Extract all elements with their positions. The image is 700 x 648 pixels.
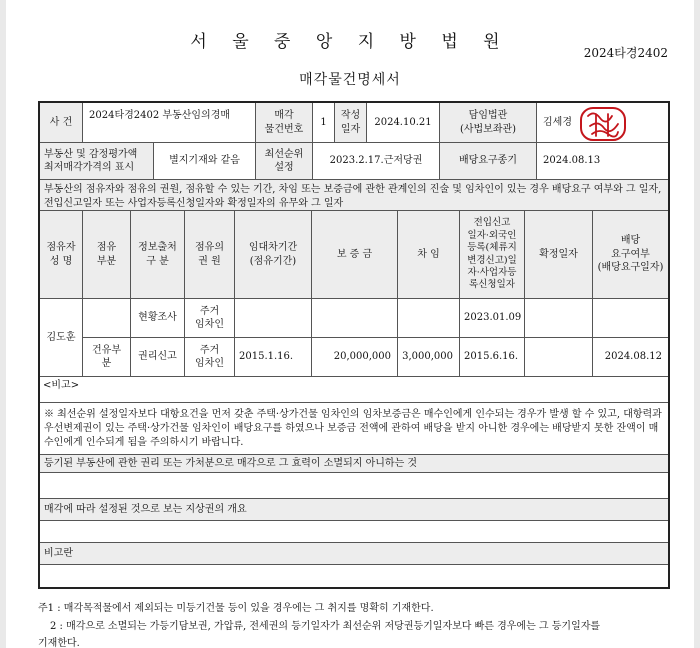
judge-name: 김세경 (537, 103, 668, 143)
table-cell: 주거 임차인 (185, 338, 235, 377)
priority-value: 2023.2.17.근저당권 (313, 143, 440, 180)
section-remarks-body (40, 565, 668, 587)
col-header-dividend: 배당 요구여부 (배당요구일자) (593, 211, 668, 299)
table-cell (312, 299, 398, 338)
table-cell: 현황조사 (131, 299, 185, 338)
footnote-2: 2 : 매각으로 소멸되는 가등기담보권, 가압류, 전세권의 등기일자가 최선순위 저당권등기일자보다 빠른 경우에는 그 등기일자를 (50, 621, 601, 632)
table-cell (398, 299, 460, 338)
table-cell: 권리신고 (131, 338, 185, 377)
col-header-part: 점유 부분 (83, 211, 131, 299)
section-rights-header: 등기된 부동산에 관한 권리 또는 가처분으로 매각으로 그 효력이 소멸되지 아니하는 것 (40, 455, 668, 473)
table-cell (525, 338, 593, 377)
table-cell: 20,000,000 (312, 338, 398, 377)
occupancy-notice: 부동산의 점유자와 점유의 권원, 점유할 수 있는 기간, 차임 또는 보증금에 관한 관계인의 진술 및 임차인이 있는 경우 배당요구 여부와 그 일자, 전입신고일자 또는 사업자등록신청일자와 확정일자의 유무와 그 일자 (40, 180, 668, 211)
section-rights-body (40, 473, 668, 499)
item-number-value: 1 (313, 103, 335, 143)
document-page (6, 0, 694, 648)
footnote-1: 주1 : 매각목적물에서 제외되는 미등기건물 등이 있을 경우에는 그 취지를 명확히 기재한다. (38, 603, 434, 614)
priority-label: 최선순위 설정 (256, 143, 313, 180)
footnote-2-cont: 기재한다. (38, 638, 80, 648)
section-surface-header: 매각에 따라 설정된 것으로 보는 지상권의 개요 (40, 499, 668, 521)
table-cell: 3,000,000 (398, 338, 460, 377)
col-header-rent: 차 임 (398, 211, 460, 299)
table-cell: 주거 임차인 (185, 299, 235, 338)
case-number: 2024타경2402 (583, 46, 668, 60)
warning-paragraph: ※ 최선순위 설정일자보다 대항요건을 먼저 갖춘 주택·상가건물 임차인의 임차보증금은 매수인에게 인수되는 경우가 발생 할 수 있고, 대항력과 우선변제권이 있는 주택·상가건물 임차인이 배당요구를 하였으나 보증금 전액에 관하여 배당을 받지 아니한 경우에는 배당받지 못한 잔액이 매수인에게 인수되게 됨을 주의하시기 바랍니다. (40, 403, 668, 455)
remarks-label: <비고> (40, 377, 668, 403)
col-header-source: 정보출처 구 분 (131, 211, 185, 299)
col-header-fixed-date: 확정일자 (525, 211, 593, 299)
appraisal-value: 별지기재와 같음 (154, 143, 256, 180)
table-cell (593, 299, 668, 338)
section-remarks-header: 비고란 (40, 543, 668, 565)
item-number-label: 매각 물건번호 (256, 103, 313, 143)
deadline-value: 2024.08.13 (537, 143, 668, 180)
table-cell: 2023.01.09 (460, 299, 525, 338)
case-label: 사 건 (40, 103, 83, 143)
col-header-title: 점유의 권 원 (185, 211, 235, 299)
table-cell: 건유부 분 (83, 338, 131, 377)
col-header-lease-period: 임대차기간 (점유기간) (235, 211, 312, 299)
judge-label: 담임법관 (사법보좌관) (440, 103, 537, 143)
specification-sheet (38, 101, 670, 589)
court-seal-icon (578, 106, 628, 142)
occupant-name: 김도훈 (40, 299, 83, 377)
table-cell (235, 299, 312, 338)
table-cell: 2024.08.12 (593, 338, 668, 377)
appraisal-label: 부동산 및 감정평가액 최저매각가격의 표시 (40, 143, 154, 180)
court-name: 서 울 중 앙 지 방 법 원 (190, 32, 510, 52)
written-date-label: 작성 일자 (335, 103, 367, 143)
col-header-move-in-date: 전입신고 일자·외국인 등록(체류지 변경신고)일 자·사업자등 록신청일자 (460, 211, 525, 299)
col-header-occupant: 점유자 성 명 (40, 211, 83, 299)
case-value: 2024타경2402 부동산임의경매 (83, 103, 256, 143)
written-date-value: 2024.10.21 (367, 103, 440, 143)
table-cell (525, 299, 593, 338)
table-cell (83, 299, 131, 338)
col-header-deposit: 보 증 금 (312, 211, 398, 299)
table-cell: 2015.1.16. (235, 338, 312, 377)
table-cell: 2015.6.16. (460, 338, 525, 377)
section-surface-body (40, 521, 668, 543)
deadline-label: 배당요구종기 (440, 143, 537, 180)
document-title: 매각물건명세서 (299, 72, 401, 88)
